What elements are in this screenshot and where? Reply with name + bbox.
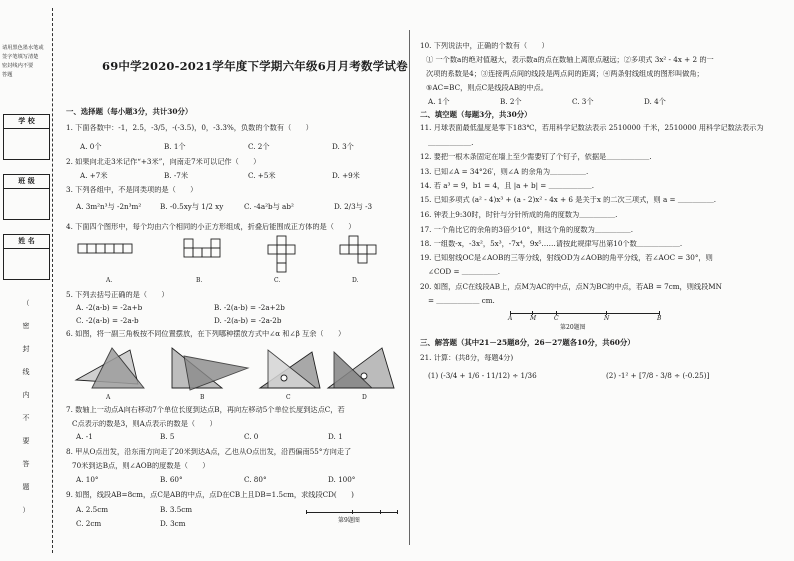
binding-notice bbox=[2, 44, 52, 80]
option[interactable]: C. 2个 bbox=[248, 142, 270, 151]
q6-triangles-figure bbox=[72, 340, 402, 395]
school-field[interactable] bbox=[3, 114, 50, 160]
option[interactable]: D. 2/3与 -3 bbox=[334, 202, 373, 211]
q9-figure-caption: 第9题图 bbox=[338, 517, 360, 524]
q10-line2: 次项的系数是4；③连接两点间的线段是两点间的距离；④两条射线组成的图形叫做角； bbox=[426, 70, 704, 78]
class-field-label: 班 级 bbox=[4, 175, 49, 189]
q9-tick bbox=[306, 510, 307, 514]
option[interactable]: A. -1 bbox=[76, 432, 93, 441]
q9-tick bbox=[352, 510, 353, 514]
option[interactable]: A. 1个 bbox=[428, 97, 450, 106]
q2-options bbox=[80, 172, 392, 180]
q20-point-label: B bbox=[657, 315, 662, 322]
option[interactable]: A. 3m²n³与 -2n³m² bbox=[76, 202, 142, 211]
question-21-part1: (1) (-3/4 + 1/6 - 11/12) ÷ 1/36 bbox=[428, 372, 537, 380]
exam-title: 69中学2020-2021学年度下学期六年级6月月考数学试卷 bbox=[102, 59, 408, 73]
option[interactable]: B. 3.5cm bbox=[160, 505, 193, 514]
question-11-line2: ＿＿＿＿＿＿. bbox=[428, 139, 474, 147]
triangle-set-c[interactable] bbox=[260, 350, 320, 388]
question-6: 6. 如图，将一副三角板按不同位置摆放，在下列哪种摆放方式中∠α 和∠β 互余（ ） bbox=[66, 330, 346, 338]
q9-options-row1 bbox=[76, 506, 244, 514]
option[interactable]: D. 4个 bbox=[644, 97, 666, 106]
notice-line: 密封线内不要 bbox=[2, 63, 34, 69]
option[interactable]: A. 2.5cm bbox=[76, 505, 109, 514]
q4-label-c[interactable]: C. bbox=[274, 277, 281, 284]
question-7-line1: 7. 数轴上一动点A向右移动7个单位长度到达点B，再向左移动5个单位长度到达点C，若 bbox=[66, 406, 345, 414]
question-17: 17. 一个角比它的余角的3倍少10°，则这个角的度数为＿＿＿＿＿. bbox=[420, 226, 634, 234]
question-8-line2: 70米到达B点，则∠AOB的度数是（ ） bbox=[72, 462, 210, 470]
q3-options bbox=[76, 203, 394, 211]
notice-line: 请用黑色墨水笔或 bbox=[2, 45, 44, 51]
question-16: 16. 钟表上9:30时，时针与分针所成的角的度数为＿＿＿＿＿. bbox=[420, 211, 618, 219]
notice-line: 签字笔填写清楚 bbox=[2, 54, 39, 60]
seal-dashed-line bbox=[52, 8, 53, 553]
binding-strip bbox=[0, 0, 58, 561]
option[interactable]: A. +7米 bbox=[80, 171, 108, 180]
q8-options bbox=[76, 476, 388, 484]
net-d[interactable] bbox=[340, 236, 376, 263]
q4-label-b[interactable]: B. bbox=[196, 277, 203, 284]
seal-line-text: （ 密 封 线 内 不 要 答 题 ） bbox=[22, 299, 30, 514]
question-11-line1: 11. 月球表面最低温度是零下183℃，若用科学记数法表示 2510000 千米，2510000 用科学记数法表示为 bbox=[420, 124, 764, 132]
q6-label-a[interactable]: A bbox=[106, 394, 111, 401]
q6-label-c[interactable]: C bbox=[286, 394, 291, 401]
option[interactable]: C. 2cm bbox=[76, 519, 102, 528]
question-19-line1: 19. 已知射线OC是∠AOB的三等分线，射线OD为∠AOB的角平分线，若∠AOC = 30°，则 bbox=[420, 254, 713, 262]
option[interactable]: C. 0 bbox=[244, 432, 259, 441]
option[interactable]: B. -2(a-b) = -2a+2b bbox=[214, 303, 285, 312]
q4-nets-figure bbox=[74, 234, 404, 282]
question-14: 14. 若 a³ = 9，b1 = 4，且 |a + b| = ＿＿＿＿＿＿. bbox=[420, 182, 595, 190]
option[interactable]: B. 1个 bbox=[164, 142, 186, 151]
answer-space[interactable] bbox=[420, 392, 786, 542]
question-3: 3. 下列各组中，不是同类项的是（ ） bbox=[66, 186, 198, 194]
q9-tick bbox=[397, 510, 398, 514]
question-4: 4. 下面四个图形中，每个均由六个相同的小正方形组成，折叠后能围成正方体的是（ ） bbox=[66, 223, 356, 231]
net-a[interactable] bbox=[78, 244, 132, 253]
class-field[interactable] bbox=[3, 174, 50, 220]
option[interactable]: B. 5 bbox=[160, 432, 175, 441]
question-20-line2: = ＿＿＿＿＿＿ cm. bbox=[428, 297, 495, 305]
option[interactable]: B. 60° bbox=[160, 475, 183, 484]
column-divider bbox=[409, 30, 410, 545]
question-5: 5. 下列去括号正确的是（ ） bbox=[66, 291, 169, 299]
question-1: 1. 下面各数中：-1，2.5，-3/5，-(-3.5)，0，-3.3%，负数的个数有（ ） bbox=[66, 124, 313, 132]
option[interactable]: C. -2(a-b) = -2a-b bbox=[76, 316, 139, 325]
name-field[interactable] bbox=[3, 234, 50, 280]
question-12: 12. 要把一根木条固定在墙上至少需要钉了个钉子，依据是＿＿＿＿＿＿. bbox=[420, 153, 652, 161]
triangle-set-a[interactable] bbox=[76, 348, 144, 388]
question-15: 15. 已知多项式 (a² - 4)x³ + (a - 2)x² - 4x + 6 是关于x 的二次三项式，则 a = ＿＿＿＿＿. bbox=[420, 196, 717, 204]
q5-options-row1 bbox=[76, 304, 354, 312]
option[interactable]: A. 0个 bbox=[80, 142, 102, 151]
q20-point-label: C bbox=[554, 315, 559, 322]
option[interactable]: C. -4a²b与 ab² bbox=[244, 202, 294, 211]
option[interactable]: D. +9米 bbox=[332, 171, 360, 180]
q4-label-d[interactable]: D. bbox=[352, 277, 359, 284]
question-18: 18. 一组数-x，-3x²，5x³，-7x⁴，9x⁵……请按此规律写出第10个数＿＿＿＿＿＿. bbox=[420, 240, 683, 248]
section3-heading: 三、解答题（其中21－25题8分，26－27题各10分，共60分） bbox=[420, 338, 635, 347]
question-19-line2: ∠COD = ＿＿＿＿＿. bbox=[428, 268, 500, 276]
option[interactable]: B. 2个 bbox=[500, 97, 522, 106]
q6-label-d[interactable]: D bbox=[362, 394, 367, 401]
section2-heading: 二、填空题（每题3分，共30分） bbox=[420, 110, 532, 119]
q20-point-label: N bbox=[604, 315, 610, 322]
option[interactable]: A. -2(a-b) = -2a+b bbox=[76, 303, 143, 312]
question-10: 10. 下列说法中，正确的个数有（ ） bbox=[420, 42, 549, 50]
net-c[interactable] bbox=[268, 236, 295, 272]
q4-label-a[interactable]: A. bbox=[106, 277, 113, 284]
question-2: 2. 如果向北走3米记作“+3米”，向南走7米可以记作（ ） bbox=[66, 158, 261, 166]
question-21-part2: (2) -1² + [7/8 - 3/8 ÷ (-0.25)] bbox=[606, 372, 710, 380]
option[interactable]: C. 3个 bbox=[572, 97, 594, 106]
q20-figure-caption: 第20题图 bbox=[560, 324, 586, 331]
question-21: 21. 计算：(共8分，每题4分) bbox=[420, 354, 514, 362]
option[interactable]: D. 3cm bbox=[160, 519, 186, 528]
question-7-line2: C点表示的数是3，则A点表示的数是（ ） bbox=[72, 420, 217, 428]
q20-point-label: M bbox=[530, 315, 537, 322]
q9-options-row2 bbox=[76, 520, 244, 528]
q1-options bbox=[80, 143, 392, 151]
option[interactable]: D. 3个 bbox=[332, 142, 354, 151]
option[interactable]: B. -7米 bbox=[164, 171, 189, 180]
q6-label-b[interactable]: B bbox=[200, 394, 205, 401]
option[interactable]: D. -2(a-b) = -2a-2b bbox=[214, 316, 282, 325]
option[interactable]: C. 80° bbox=[244, 475, 267, 484]
q10-line3: ⑤AC=BC，则点C是线段AB的中点。 bbox=[426, 84, 548, 92]
school-field-label: 学 校 bbox=[4, 115, 49, 129]
q20-point-label: A bbox=[508, 315, 513, 322]
section1-heading: 一、选择题（每小题3分，共计30分） bbox=[66, 107, 193, 116]
name-field-label: 姓 名 bbox=[4, 235, 49, 249]
option[interactable]: C. +5米 bbox=[248, 171, 276, 180]
q10-line1: ① 一个数a的绝对值越大，表示数a的点在数轴上离原点越远；②多项式 3x² - 4x + 2 的一 bbox=[426, 56, 714, 64]
notice-line: 答题 bbox=[2, 72, 13, 78]
question-13: 13. 已知∠A = 34°26′，则∠A 的余角为＿＿＿＿＿. bbox=[420, 168, 589, 176]
triangle-set-d[interactable] bbox=[328, 348, 394, 388]
q9-tick bbox=[380, 510, 381, 514]
q5-options-row2 bbox=[76, 317, 354, 325]
option[interactable]: D. 100° bbox=[328, 475, 356, 484]
q10-options bbox=[428, 98, 704, 106]
question-20-line1: 20. 如图，点C在线段AB上，点M为AC的中点，点N为BC的中点，若AB = 7cm，则线段MN bbox=[420, 283, 722, 291]
net-b[interactable] bbox=[184, 239, 220, 257]
triangle-set-b[interactable] bbox=[172, 348, 248, 390]
option[interactable]: D. 1 bbox=[328, 432, 343, 441]
option[interactable]: A. 10° bbox=[76, 475, 99, 484]
question-9: 9. 如图，线段AB=8cm，点C是AB的中点，点D在CB上且DB=1.5cm，求线段CD( ) bbox=[66, 491, 354, 499]
q7-options bbox=[76, 433, 388, 441]
question-8-line1: 8. 甲从O点出发，沿东南方向走了20米到达A点，乙也从O点出发，沿西偏南55°方向走了 bbox=[66, 448, 352, 456]
option[interactable]: B. -0.5xy与 1/2 xy bbox=[160, 202, 224, 211]
